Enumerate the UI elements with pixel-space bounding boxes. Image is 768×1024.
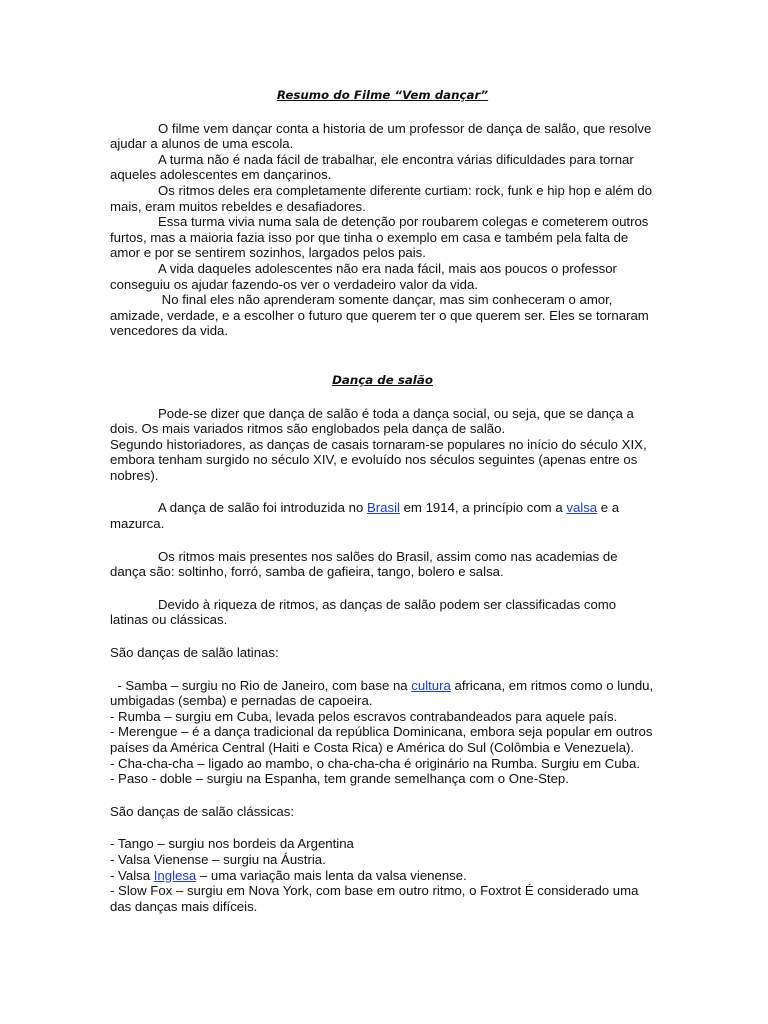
list-item: - Cha-cha-cha – ligado ao mambo, o cha-cha-cha é originário na Rumba. Surgiu em Cuba. xyxy=(110,755,640,771)
list-item: - Paso - doble – surgiu na Espanha, tem grande semelhança com o One-Step. xyxy=(110,771,569,787)
paragraph: Segundo historiadores, as danças de casais tornaram-se populares no início do século XIX, embora tenham surgido no século XIV, e evoluído nos séculos seguintes (apenas entre os nobres). xyxy=(110,436,647,483)
section-title-resumo: Resumo do Filme “Vem dançar” xyxy=(276,88,489,102)
text: africana, em ritmos como o lundu, umbigadas (semba) e pernadas de capoeira. xyxy=(110,677,657,709)
paragraph: Pode-se dizer que dança de salão é toda a dança social, ou seja, que se dança a dois. Os mais variados ritmos são englobados pela dança de salão. xyxy=(110,405,634,437)
list-item: - Merengue – é a dança tradicional da república Dominicana, embora seja popular em outros países da América Central (Haiti e Costa Rica) e América do Sul (Colômbia e Venezuela). xyxy=(110,724,653,755)
list-item: - Valsa Vienense – surgiu na Áustria. xyxy=(110,851,326,867)
text: A dança de salão foi introduzida no xyxy=(158,500,367,516)
list-heading-latinas: São danças de salão latinas: xyxy=(110,645,279,661)
link-cultura[interactable]: cultura xyxy=(411,677,451,693)
paragraph: A vida daqueles adolescentes não era nada fácil, mais aos poucos o professor conseguiu os ajudar fazendo-os ver o verdadeiro valor da vida. xyxy=(110,260,617,292)
document-page xyxy=(110,88,655,914)
text: - Samba – surgiu no Rio de Janeiro, com base na xyxy=(110,677,412,693)
text: em 1914, a princípio com a xyxy=(399,500,567,516)
paragraph: Os ritmos mais presentes nos salões do Brasil, assim como nas academias de dança são: soltinho, forró, samba de gafieira, tango, bolero e salsa. xyxy=(110,548,618,580)
paragraph: O filme vem dançar conta a historia de um professor de dança de salão, que resolve ajudar a alunos de uma escola. xyxy=(110,120,652,152)
paragraph: Essa turma vivia numa sala de detenção por roubarem colegas e cometerem outros furtos, mas a maioria fazia isso por que tinha o exemplo em casa e também pela falta de amor e por se sentirem sozinhos, largados pelos pais. xyxy=(110,214,649,261)
list-item-samba xyxy=(110,678,655,709)
link-brasil[interactable]: Brasil xyxy=(366,500,400,516)
paragraph: Devido à riqueza de ritmos, as danças de salão podem ser classificadas como latinas ou clássicas. xyxy=(110,596,617,628)
paragraph: No final eles não aprenderam somente dançar, mas sim conheceram o amor, amizade, verdade, e a escolher o futuro que querem ter o que querem ser. Eles se tornaram vencedores da vida. xyxy=(110,292,653,339)
list-item: - Rumba – surgiu em Cuba, levada pelos escravos contrabandeados para aquele país. xyxy=(110,708,618,724)
paragraph: Os ritmos deles era completamente diferente curtiam: rock, funk e hip hop e além do mais, eram muitos rebeldes e desafiadores. xyxy=(110,182,653,214)
text: – uma variação mais lenta da valsa vienense. xyxy=(196,867,467,883)
section-title-danca-de-salao: Dança de salão xyxy=(332,372,433,387)
list-heading-classicas: São danças de salão clássicas: xyxy=(110,803,295,819)
list-item: - Slow Fox – surgiu em Nova York, com base em outro ritmo, o Foxtrot É considerado uma das danças mais difíceis. xyxy=(110,883,639,914)
text: - Valsa xyxy=(110,867,154,883)
list-item-valsa-inglesa xyxy=(110,868,655,884)
list-item: - Tango – surgiu nos bordeis da Argentina xyxy=(110,836,354,852)
paragraph: A turma não é nada fácil de trabalhar, ele encontra várias dificuldades para tornar aqueles adolescentes em dançarinos. xyxy=(110,151,634,183)
paragraph-brasil xyxy=(110,500,655,531)
text: e a mazurca. xyxy=(110,500,620,532)
link-valsa[interactable]: valsa xyxy=(566,500,598,516)
link-inglesa[interactable]: Inglesa xyxy=(153,867,197,883)
